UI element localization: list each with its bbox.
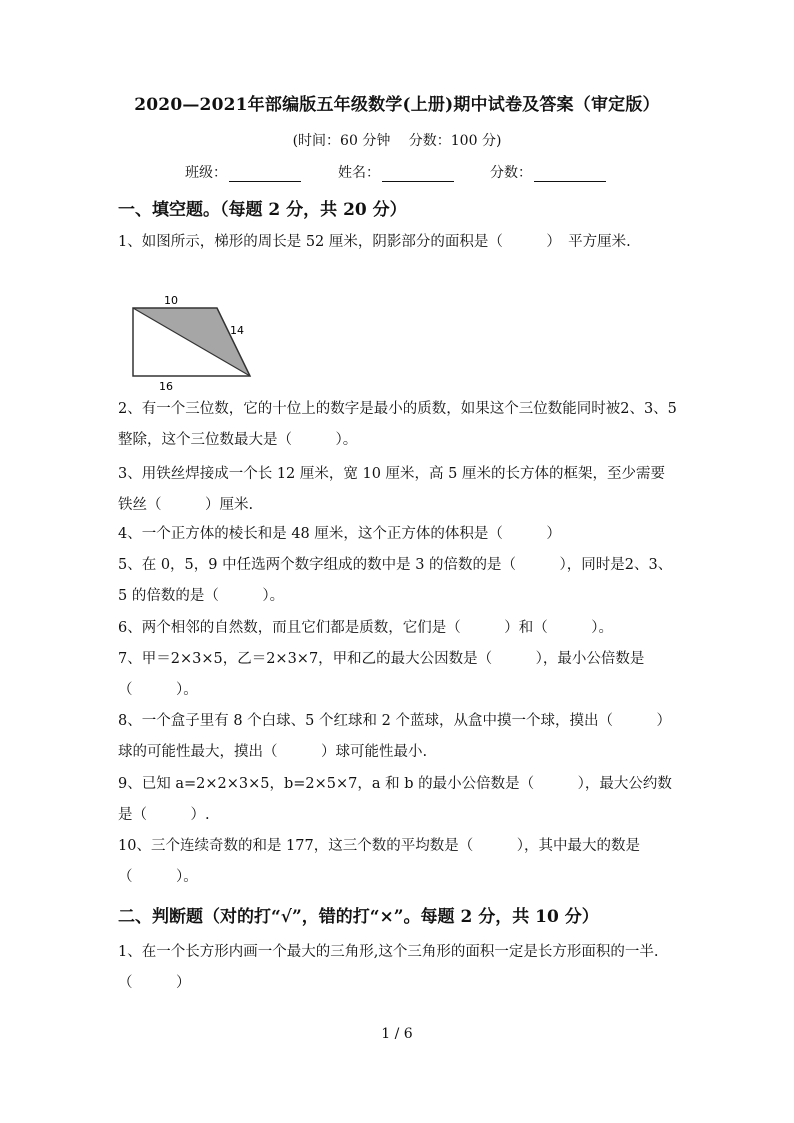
question-1-2: 2、有一个三位数，它的十位上的数字是最小的质数，如果这个三位数能同时被2、3、5 整除，这个三位数最大是（ ）。 <box>118 401 677 448</box>
label-top: 10 <box>164 294 178 307</box>
score-blank <box>534 167 606 182</box>
label-bottom: 16 <box>159 380 173 393</box>
name-field <box>338 162 454 182</box>
question-2-1: 1、在一个长方形内画一个最大的三角形,这个三角形的面积一定是长方形面积的一半.（ ） <box>118 944 659 991</box>
score-field <box>490 162 606 182</box>
class-label: 班级： <box>185 165 227 181</box>
score-label: 分数： <box>490 165 532 181</box>
time-score-info: (时间：60 分钟 分数：100 分) <box>292 133 502 149</box>
question-1-8: 8、一个盒子里有 8 个白球、5 个红球和 2 个蓝球，从盒中摸一个球，摸出（ ）球的可能性最大，摸出（ ）球可能性最小. <box>118 713 671 760</box>
section-true-false-heading: 二、判断题（对的打“√”，错的打“×”。每题 2 分，共 10 分） <box>118 907 599 927</box>
section-fill-in-heading: 一、填空题。（每题 2 分，共 20 分） <box>118 200 407 220</box>
class-blank <box>229 167 301 182</box>
question-1-1: 1、如图所示，梯形的周长是 52 厘米，阴影部分的面积是（ ） 平方厘米. <box>118 234 631 250</box>
label-side: 14 <box>230 324 244 337</box>
question-1-9: 9、已知 a=2×2×3×5，b=2×5×7，a 和 b 的最小公倍数是（ ），最大公约数是（ ）. <box>118 776 672 823</box>
question-1-4: 4、一个正方体的棱长和是 48 厘米，这个正方体的体积是（ ） <box>118 526 561 542</box>
trapezoid-diagram <box>122 294 262 394</box>
question-1-6: 6、两个相邻的自然数，而且它们都是质数，它们是（ ）和（ ）。 <box>118 620 613 636</box>
page-number: 1 / 6 <box>381 1026 413 1042</box>
question-1-10: 10、三个连续奇数的和是 177，这三个数的平均数是（ ），其中最大的数是（ ）。 <box>118 838 640 885</box>
class-field <box>185 162 301 182</box>
question-1-7: 7、甲＝2×3×5，乙＝2×3×7，甲和乙的最大公因数是（ ），最小公倍数是（ ）。 <box>118 651 645 698</box>
question-1-5: 5、在 0，5，9 中任选两个数字组成的数中是 3 的倍数的是（ ），同时是2、3、5 的倍数的是（ ）。 <box>118 557 673 604</box>
name-blank <box>382 167 454 182</box>
name-label: 姓名： <box>338 165 380 181</box>
page-title: 2020—2021年部编版五年级数学(上册)期中试卷及答案（审定版） <box>134 95 660 115</box>
question-1-3: 3、用铁丝焊接成一个长 12 厘米，宽 10 厘米，高 5 厘米的长方体的框架，至少需要铁丝（ ）厘米. <box>118 466 666 513</box>
